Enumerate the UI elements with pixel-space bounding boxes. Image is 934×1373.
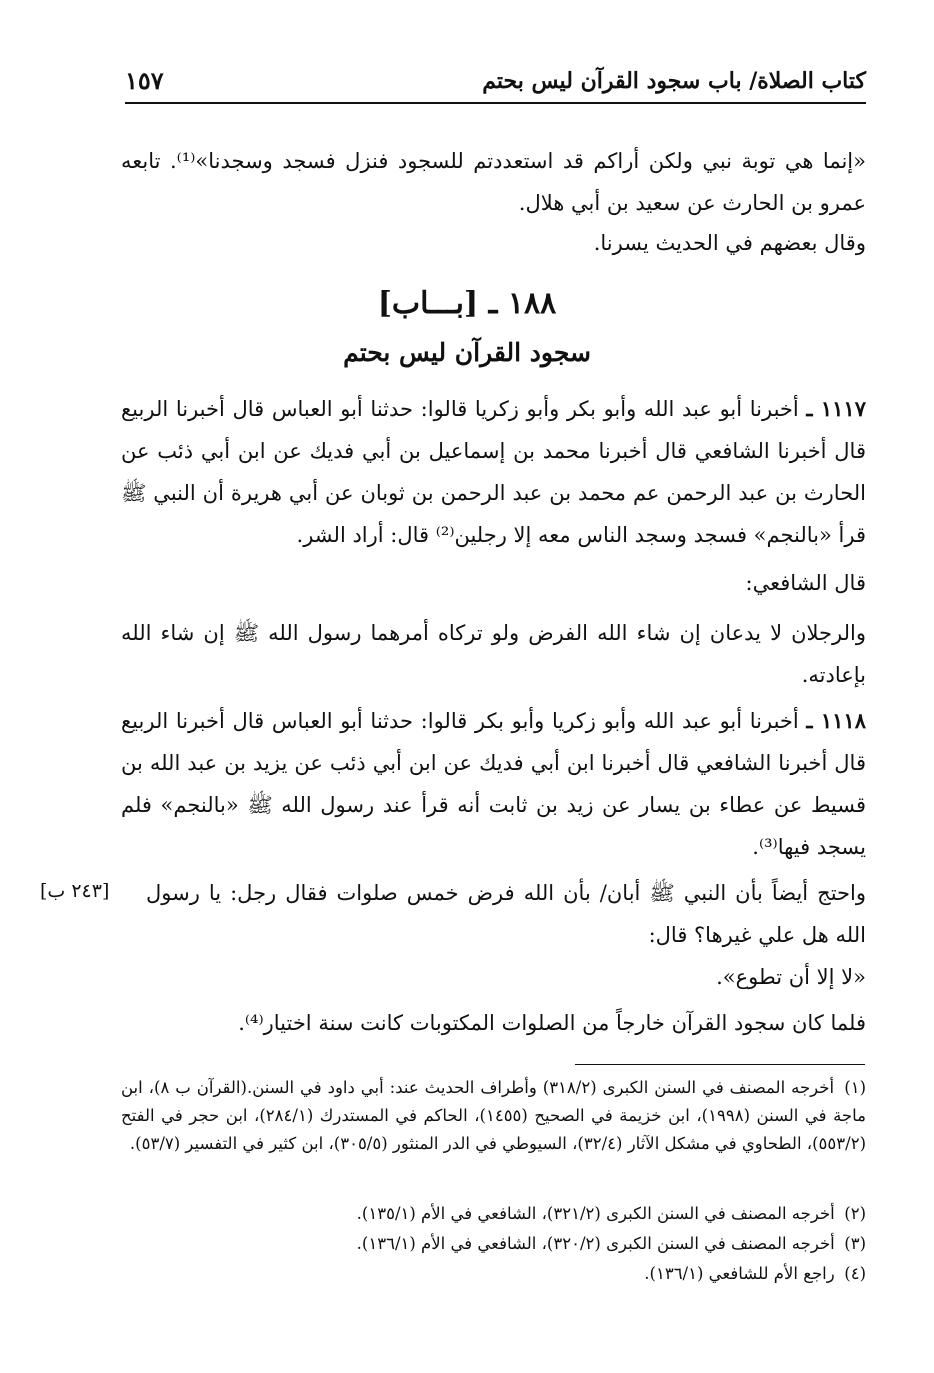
footnote-separator	[575, 1064, 865, 1065]
shafii-label: قال الشافعي:	[745, 571, 866, 595]
hadith-1118	[121, 700, 866, 868]
paragraph-1: «إنما هي توبة نبي ولكن أراكم قد استعددتم للسجود فنزل فسجد وسجدنا»⁽¹⁾. تابعه عمرو بن الحارث عن سعيد بن أبي هلال.	[121, 149, 866, 215]
section-number: ١٨٨ ـ [بـــاب]	[377, 286, 557, 321]
footnote-4	[121, 1260, 866, 1288]
paragraph-2: وقال بعضهم في الحديث يسرنا.	[593, 231, 866, 255]
running-title: كتاب الصلاة/ باب سجود القرآن ليس بحتم	[482, 68, 866, 94]
footnote-3	[121, 1230, 866, 1258]
hadith-1118-number: ١١١٨ ـ	[806, 708, 866, 733]
footnote-2	[121, 1200, 866, 1228]
hadith-1117	[121, 388, 866, 556]
footnote-text: أخرجه المصنف في السنن الكبرى (٣٢١/٢)، الشافعي في الأم (١٣٥/١).	[356, 1204, 835, 1223]
footnote-number: (٣)	[844, 1234, 866, 1253]
margin-reference: [٢٤٣ ب]	[40, 880, 110, 902]
footnote-text: أخرجه المصنف في السنن الكبرى (٣٢٠/٢)، الشافعي في الأم (١٣٦/١).	[356, 1234, 835, 1253]
running-header	[125, 62, 866, 104]
hadith-1117-number: ١١١٧ ـ	[806, 396, 866, 421]
hadith-1117-text: أخبرنا أبو عبد الله وأبو بكر وأبو زكريا قالوا: حدثنا أبو العباس قال أخبرنا الربيع قال أخبرنا الشافعي قال أخبرنا محمد بن إسماعيل بن أبي فديك عن ابن أبي ذئب عن الحارث بن عبد الرحمن عم محمد بن عبد الرحمن بن ثوبان عن أبي هريرة أن النبي ﷺ قرأ «بالنجم» فسجد وسجد الناس معه إلا رجلين⁽²⁾ قال: أراد الشر.	[121, 397, 866, 547]
footnote-1	[121, 1074, 866, 1158]
section-title: سجود القرآن ليس بحتم	[343, 338, 591, 367]
final-paragraph: فلما كان سجود القرآن خارجاً من الصلوات المكتوبات كانت سنة اختيار⁽⁴⁾.	[238, 1011, 866, 1035]
quote-line: «لا إلا أن تطوع».	[716, 965, 866, 989]
hadith-1118-text: أخبرنا أبو عبد الله وأبو زكريا وأبو بكر قالوا: حدثنا أبو العباس قال أخبرنا الربيع قال أخبرنا الشافعي قال أخبرنا ابن أبي فديك عن ابن أبي ذئب عن يزيد بن عبد الله بن قسيط عن عطاء بن يسار عن زيد بن ثابت أنه قرأ عند رسول الله ﷺ «بالنجم» فلم يسجد فيها⁽³⁾.	[121, 709, 866, 859]
footnote-text: أخرجه المصنف في السنن الكبرى (٣١٨/٢) وأطراف الحديث عند: أبي داود في السنن.(القرآن ب ٨)، ابن ماجة في السنن (١٩٩٨)، ابن خزيمة في الصحيح (١٤٥٥)، الحاكم في المستدرك (٢٨٤/١)، ابن حجر في الفتح (٥٥٣/٢)، الطحاوي في مشكل الآثار (٣٢/٤)، السيوطي في الدر المنثور (٣٠٥/٥)، ابن كثير في التفسير (٥٣/٧).	[121, 1078, 866, 1153]
footnote-number: (٤)	[844, 1264, 866, 1283]
footnote-number: (٢)	[844, 1204, 866, 1223]
ihtaj-paragraph: واحتج أيضاً بأن النبي ﷺ أبان/ بأن الله فرض خمس صلوات فقال رجل: يا رسول الله هل علي غيرها؟ قال:	[146, 881, 866, 947]
shafii-text: والرجلان لا يدعان إن شاء الله الفرض ولو تركاه أمرهما رسول الله ﷺ إن شاء الله بإعادته.	[121, 621, 866, 687]
footnote-number: (١)	[844, 1078, 867, 1097]
footnote-text: راجع الأم للشافعي (١٣٦/١).	[644, 1264, 835, 1283]
page-number: ١٥٧	[125, 66, 164, 95]
